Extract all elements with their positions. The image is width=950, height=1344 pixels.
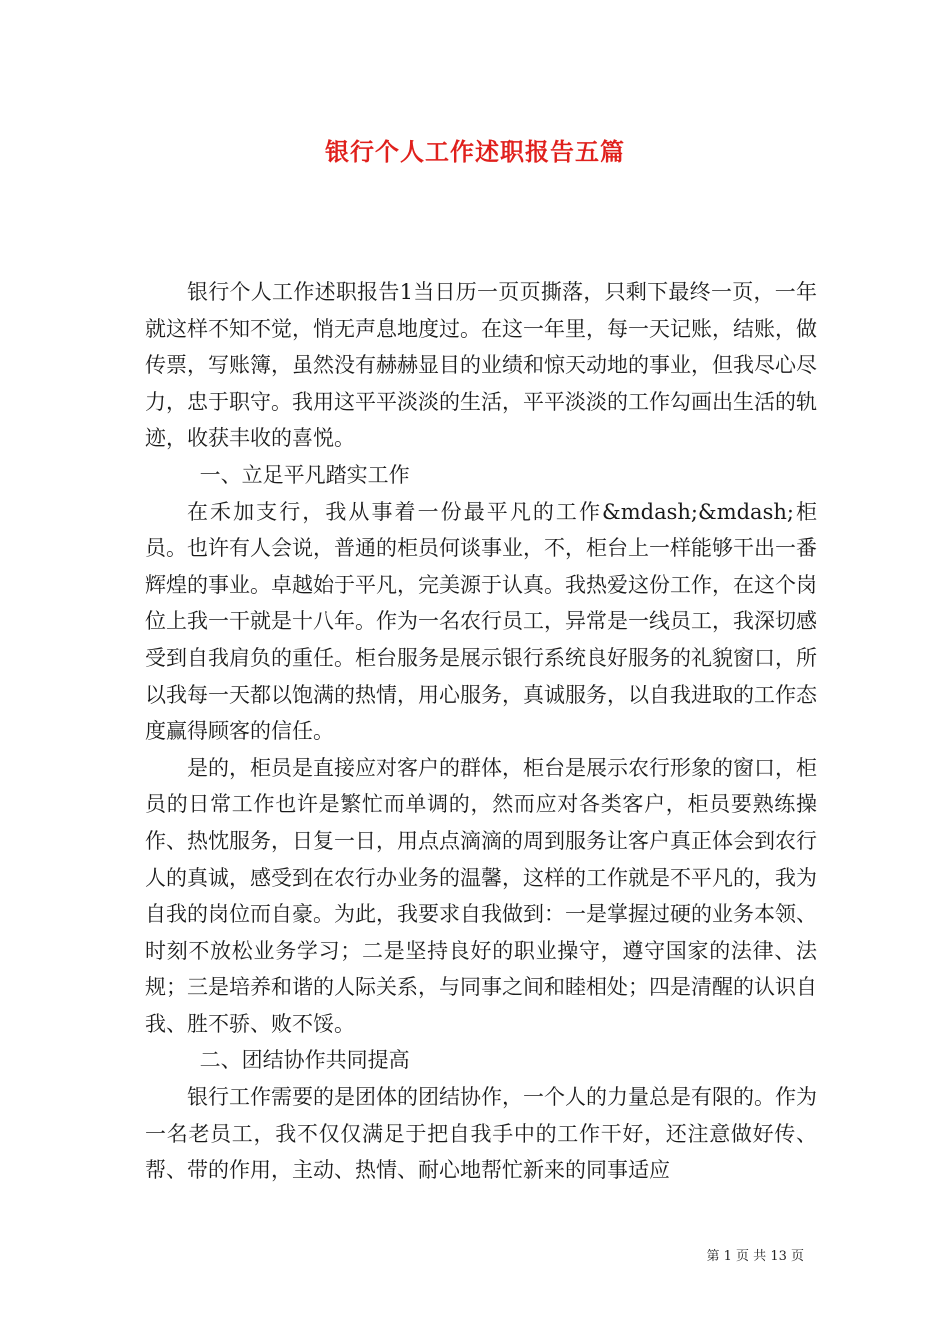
page-number-footer: 第 1 页 共 13 页 — [706, 1249, 804, 1264]
paragraph-intro: 银行个人工作述职报告1当日历一页页撕落，只剩下最终一页，一年就这样不知不觉，悄无声息地度过。在这一年里，每一天记账，结账，做传票，写账簿，虽然没有赫赫显目的业绩和惊天动地的事业，但我尽心尽力，忠于职守。我用这平平淡淡的生活，平平淡淡的工作勾画出生活的轨迹，收获丰收的喜悦。 — [145, 280, 817, 451]
document-title: 银行个人工作述职报告五篇 — [325, 137, 625, 166]
document-body — [145, 274, 817, 1189]
paragraph-section1-b: 是的，柜员是直接应对客户的群体，柜台是展示农行形象的窗口，柜员的日常工作也许是繁忙而单调的，然而应对各类客户，柜员要熟练操作、热忱服务，日复一日，用点点滴滴的周到服务让客户真正体会到农行人的真诚，感受到在农行办业务的温馨，这样的工作就是不平凡的，我为自我的岗位而自豪。为此，我要求自我做到：一是掌握过硬的业务本领、时刻不放松业务学习；二是坚持良好的职业操守，遵守国家的法律、法规；三是培养和谐的人际关系，与同事之间和睦相处；四是清醒的认识自我、胜不骄、败不馁。 — [145, 755, 817, 1036]
section-heading-1: 一、立足平凡踏实工作 — [199, 462, 410, 487]
paragraph-section2-a: 银行工作需要的是团体的团结协作，一个人的力量总是有限的。作为一名老员工，我不仅仅满足于把自我手中的工作干好，还注意做好传、帮、带的作用，主动、热情、耐心地帮忙新来的同事适应 — [145, 1085, 817, 1183]
paragraph-section1-a: 在禾加支行，我从事着一份最平凡的工作&mdash;&mdash;柜员。也许有人会说，普通的柜员何谈事业，不，柜台上一样能够干出一番辉煌的事业。卓越始于平凡，完美源于认真。我热爱这份工作，在这个岗位上我一干就是十八年。作为一名农行员工，异常是一线员工，我深切感受到自我肩负的重任。柜台服务是展示银行系统良好服务的礼貌窗口，所以我每一天都以饱满的热情，用心服务，真诚服务，以自我进取的工作态度赢得顾客的信任。 — [145, 499, 817, 744]
section-heading-2: 二、团结协作共同提高 — [199, 1048, 410, 1073]
